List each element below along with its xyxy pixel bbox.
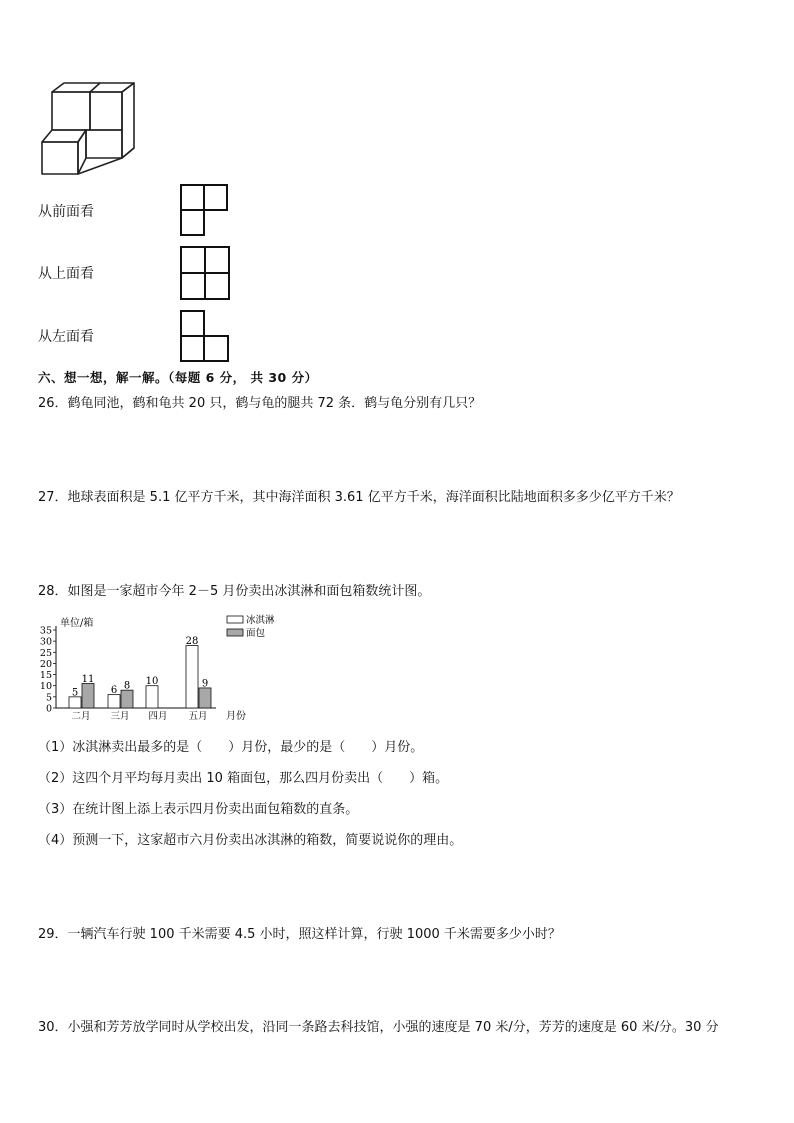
top-view-grid xyxy=(180,246,232,302)
bar-icecream xyxy=(108,695,120,708)
x-category-label: 三月 xyxy=(110,711,130,722)
view-label-left: 从左面看 xyxy=(38,329,94,345)
bar-icecream xyxy=(146,686,158,708)
bar-icecream xyxy=(186,646,198,708)
sales-bar-chart xyxy=(36,612,275,724)
chart-ylabel: 单位/箱 xyxy=(60,618,94,629)
chart-xlabel: 月份 xyxy=(226,711,246,722)
bar-value-label: 10 xyxy=(145,676,159,688)
left-view-grid xyxy=(180,310,232,364)
question-28-sub2: （2）这四个月平均每月卖出 10 箱面包，那么四月份卖出（ ）箱。 xyxy=(38,771,449,786)
y-tick-label: 0 xyxy=(45,703,52,715)
x-category-label: 二月 xyxy=(71,711,91,722)
section-title: 六、想一想，解一解。（每题 6 分， 共 30 分） xyxy=(38,370,318,385)
y-tick-label: 5 xyxy=(45,692,52,704)
bar-value-label: 6 xyxy=(110,685,118,697)
legend-swatch-icecream xyxy=(227,616,243,623)
bar-bread xyxy=(121,690,133,708)
bar-bread xyxy=(199,688,211,708)
x-category-label: 四月 xyxy=(148,711,168,722)
y-tick-label: 15 xyxy=(39,670,52,682)
bar-value-label: 28 xyxy=(185,636,199,648)
x-category-label: 五月 xyxy=(188,711,208,722)
bar-icecream xyxy=(69,697,81,708)
y-tick-label: 10 xyxy=(39,681,52,693)
question-27: 27．地球表面积是 5.1 亿平方千米，其中海洋面积 3.61 亿平方千米，海洋面积比陆地面积多多少亿平方千米？ xyxy=(38,490,680,505)
front-view-grid xyxy=(180,184,230,238)
question-28-sub3: （3）在统计图上添上表示四月份卖出面包箱数的直条。 xyxy=(38,802,359,817)
question-30: 30．小强和芳芳放学同时从学校出发，沿同一条路去科技馆，小强的速度是 70 米/分，芳芳的速度是 60 米/分。30 分 xyxy=(38,1020,719,1035)
question-28-stem: 28．如图是一家超市今年 2－5 月份卖出冰淇淋和面包箱数统计图。 xyxy=(38,584,431,599)
bar-bread xyxy=(82,683,94,708)
view-label-top: 从上面看 xyxy=(38,266,94,282)
question-26: 26．鹤龟同池，鹤和龟共 20 只，鹤与龟的腿共 72 条．鹤与龟分别有几只？ xyxy=(38,396,482,411)
legend-label-bread: 面包 xyxy=(246,628,266,639)
question-29: 29．一辆汽车行驶 100 千米需要 4.5 小时，照这样计算，行驶 1000 千米需要多少小时？ xyxy=(38,927,561,942)
question-28-sub4: （4）预测一下，这家超市六月份卖出冰淇淋的箱数，简要说说你的理由。 xyxy=(38,833,463,848)
bar-value-label: 5 xyxy=(71,687,79,699)
bar-value-label: 9 xyxy=(201,678,209,690)
legend-label-icecream: 冰淇淋 xyxy=(246,615,275,626)
y-tick-label: 35 xyxy=(39,625,52,637)
view-label-front: 从前面看 xyxy=(38,204,94,220)
bar-value-label: 8 xyxy=(123,680,131,692)
cube-stack-figure xyxy=(38,80,134,176)
legend-swatch-bread xyxy=(227,629,243,636)
y-tick-label: 20 xyxy=(39,658,52,670)
bar-value-label: 11 xyxy=(81,673,95,685)
y-tick-label: 30 xyxy=(39,636,52,648)
y-tick-label: 25 xyxy=(39,647,52,659)
question-28-sub1: （1）冰淇淋卖出最多的是（ ）月份，最少的是（ ）月份。 xyxy=(38,740,424,755)
